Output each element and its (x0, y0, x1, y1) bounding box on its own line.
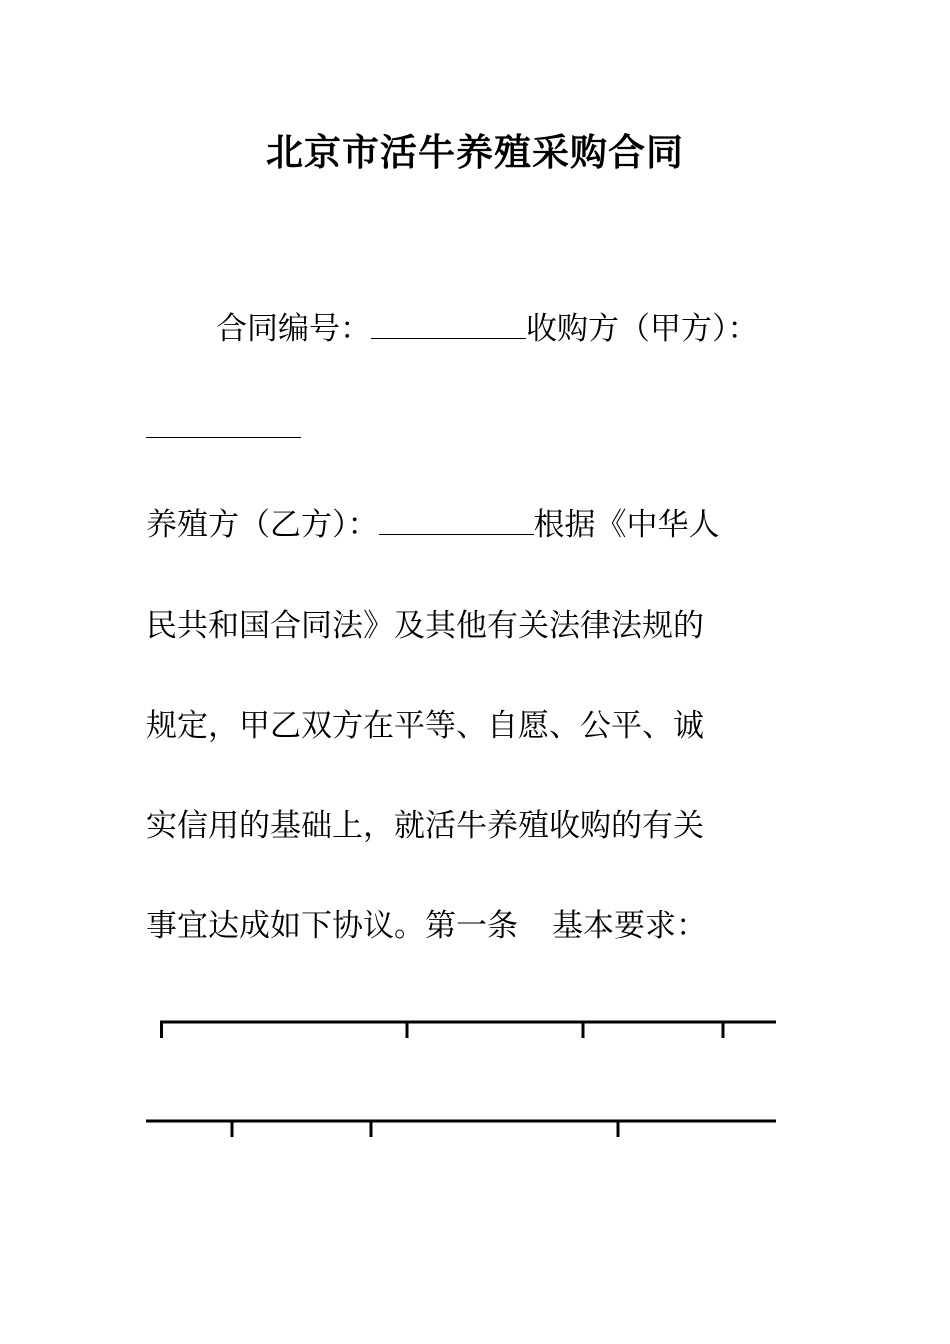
table-second-border (146, 1120, 776, 1137)
article-one-heading: 事宜达成如下协议。第一条 (146, 908, 518, 944)
buyer-label: 收购方（甲方）： (526, 311, 759, 347)
breeder-line (146, 503, 720, 547)
contract-number-line (216, 307, 759, 351)
contract-number-blank[interactable] (371, 310, 526, 339)
buyer-blank[interactable] (146, 409, 301, 438)
basic-requirements-label: 基本要求： (552, 908, 707, 944)
body-text-line4: 民共和国合同法》及其他有关法律法规的 (146, 608, 704, 644)
body-text-line3: 根据《中华人 (533, 507, 720, 543)
body-text-line6: 实信用的基础上，就活牛养殖收购的有关 (146, 808, 704, 844)
breeder-label: 养殖方（乙方）： (146, 507, 379, 543)
contract-number-label: 合同编号： (216, 311, 371, 347)
buyer-blank-line (146, 406, 301, 450)
body-text-line5: 规定，甲乙双方在平等、自愿、公平、诚 (146, 708, 704, 744)
contract-title: 北京市活牛养殖采购合同 (266, 131, 684, 174)
breeder-blank[interactable] (379, 506, 534, 535)
body-text-line7 (146, 904, 707, 948)
table-top-border (160, 1021, 776, 1038)
